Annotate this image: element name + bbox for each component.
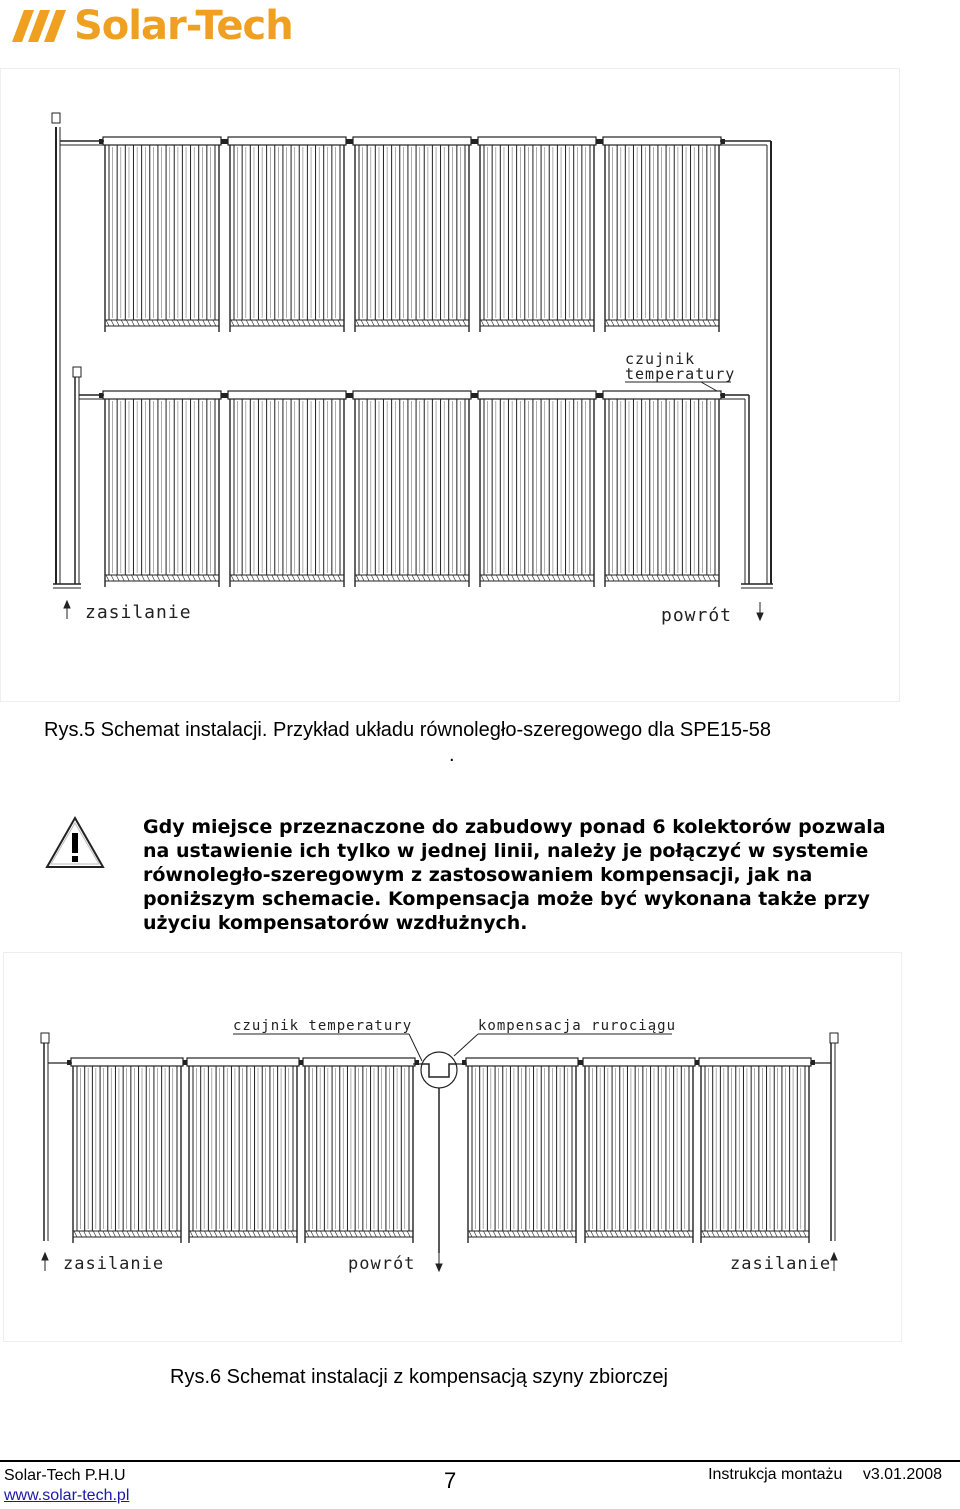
compensation-loop-icon: [421, 1052, 457, 1088]
footer-company: Solar-Tech P.H.U: [4, 1467, 126, 1484]
supply-label: zasilanie: [85, 602, 192, 623]
solar-collector: [695, 1058, 815, 1243]
figure-1-caption-trailing: .: [449, 744, 455, 766]
solar-collector: [349, 137, 475, 332]
flow-arrow-up-icon: [64, 601, 70, 619]
vent-valve-icon: [41, 1033, 49, 1043]
page-number: 7: [444, 1468, 457, 1493]
vent-valve-icon: [73, 367, 81, 377]
flow-arrow-down-icon: [436, 1253, 442, 1271]
solar-collector: [474, 391, 600, 587]
sensor-label: czujnik: [625, 350, 696, 368]
return-label: powrót: [661, 605, 733, 626]
figure-2-caption: Rys.6 Schemat instalacji z kompensacją szyny zbiorczej: [170, 1366, 668, 1388]
solar-collector: [67, 1058, 187, 1243]
solar-collector: [599, 137, 725, 332]
warning-text: Gdy miejsce przeznaczone do zabudowy ponad 6 kolektorów pozwala na ustawienie ich tylko w jednej linii, należy je połączyć w systemie równoległo-szeregowym z zastosowaniem kompensacji, jak na poniższym schemacie. Kompensacja może być wykonana także przy użyciu kompensatorów wzdłużnych.: [143, 816, 886, 934]
footer-doc-title: Instrukcja montażu: [708, 1466, 843, 1483]
figure-2-diagram: [3, 952, 902, 1342]
brand-name: Solar-Tech: [74, 3, 293, 49]
supply-left-label: zasilanie: [63, 1254, 165, 1274]
solar-collector: [579, 1058, 699, 1243]
logo-slashes-icon: [10, 6, 72, 46]
solar-collector: [349, 391, 475, 587]
solar-collector: [224, 137, 350, 332]
figure-1-caption: Rys.5 Schemat instalacji. Przykład układu równoległo-szeregowego dla SPE15-58: [44, 719, 772, 741]
vent-valve-icon: [830, 1033, 838, 1043]
compensation-label: kompensacja rurociągu: [478, 1018, 677, 1034]
figure-1-svg: [1, 69, 899, 701]
solar-collector: [99, 137, 225, 332]
supply-right-label: zasilanie: [730, 1254, 832, 1274]
footer-left: [4, 1466, 129, 1506]
solar-collector: [224, 391, 350, 587]
solar-collector: [462, 1058, 582, 1243]
solar-collector: [183, 1058, 303, 1243]
return-label: powrót: [348, 1254, 416, 1274]
solar-collector: [599, 391, 725, 587]
flow-arrow-up-icon: [42, 1253, 48, 1271]
figure-2-svg: [4, 953, 901, 1341]
vent-valve-icon: [52, 113, 60, 123]
sensor-label: czujnik temperatury: [233, 1018, 413, 1034]
flow-arrow-down-icon: [757, 602, 763, 620]
footer-divider: [0, 1460, 960, 1462]
warning-triangle-icon: [44, 815, 106, 871]
footer-version: v3.01.2008: [862, 1466, 942, 1483]
footer-right: [708, 1466, 942, 1484]
solar-collector: [474, 137, 600, 332]
solar-collector: [299, 1058, 419, 1243]
brand-logo: [10, 4, 293, 48]
sensor-label: temperatury: [625, 365, 736, 383]
solar-collector: [99, 391, 225, 587]
figure-1-diagram: [0, 68, 900, 702]
flow-arrow-up-icon: [831, 1253, 837, 1271]
footer-website-link[interactable]: www.solar-tech.pl: [4, 1487, 130, 1504]
